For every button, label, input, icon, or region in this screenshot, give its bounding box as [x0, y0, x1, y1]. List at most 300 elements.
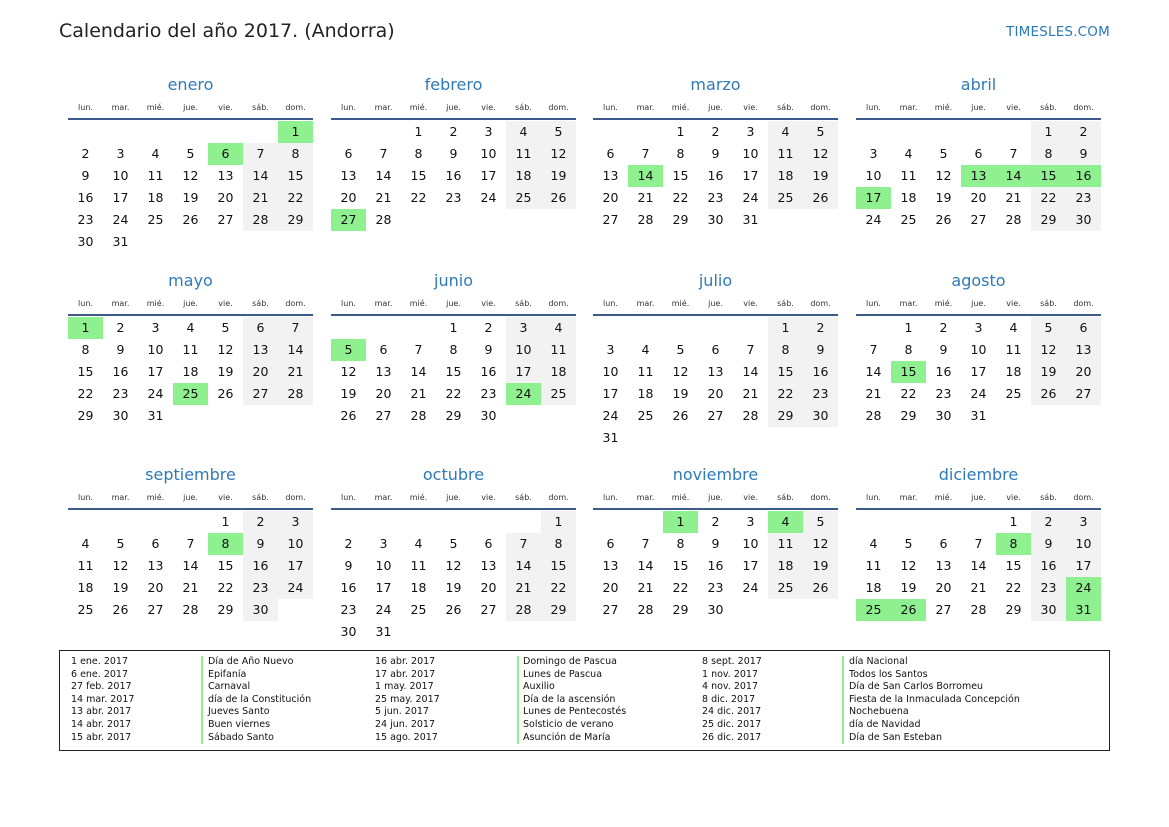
day-cell[interactable]: 30 — [803, 405, 838, 427]
day-cell[interactable]: 10 — [865, 168, 882, 183]
day-cell[interactable]: 5 — [803, 511, 838, 533]
day-cell[interactable]: 5 — [116, 536, 125, 551]
day-cell[interactable]: 20 — [243, 361, 278, 383]
day-cell[interactable]: 21 — [637, 190, 654, 205]
day-cell[interactable]: 15 — [541, 555, 576, 577]
holiday-day-cell[interactable]: 14 — [628, 165, 663, 187]
day-cell[interactable]: 26 — [445, 602, 462, 617]
day-cell[interactable]: 11 — [410, 558, 427, 573]
day-cell[interactable]: 19 — [182, 190, 199, 205]
day-cell[interactable]: 5 — [1031, 317, 1066, 339]
day-cell[interactable]: 23 — [707, 580, 724, 595]
day-cell[interactable]: 13 — [375, 364, 392, 379]
day-cell[interactable]: 7 — [641, 146, 650, 161]
holiday-day-cell[interactable]: 24 — [506, 383, 541, 405]
day-cell[interactable]: 30 — [707, 602, 724, 617]
day-cell[interactable]: 27 — [243, 383, 278, 405]
day-cell[interactable]: 22 — [1005, 580, 1022, 595]
day-cell[interactable]: 25 — [900, 212, 917, 227]
day-cell[interactable]: 3 — [151, 320, 160, 335]
day-cell[interactable]: 24 — [278, 577, 313, 599]
holiday-day-cell[interactable]: 1 — [663, 511, 698, 533]
day-cell[interactable]: 13 — [480, 558, 497, 573]
day-cell[interactable]: 2 — [1031, 511, 1066, 533]
day-cell[interactable]: 4 — [414, 536, 423, 551]
day-cell[interactable]: 10 — [742, 536, 759, 551]
day-cell[interactable]: 12 — [182, 168, 199, 183]
day-cell[interactable]: 26 — [1031, 383, 1066, 405]
day-cell[interactable]: 24 — [742, 190, 759, 205]
day-cell[interactable]: 18 — [410, 580, 427, 595]
day-cell[interactable]: 16 — [707, 558, 724, 573]
day-cell[interactable]: 3 — [1066, 511, 1101, 533]
day-cell[interactable]: 7 — [186, 536, 195, 551]
day-cell[interactable]: 1 — [1031, 121, 1066, 143]
day-cell[interactable]: 22 — [768, 383, 803, 405]
day-cell[interactable]: 24 — [147, 386, 164, 401]
day-cell[interactable]: 21 — [1005, 190, 1022, 205]
day-cell[interactable]: 22 — [1031, 187, 1066, 209]
day-cell[interactable]: 18 — [147, 190, 164, 205]
day-cell[interactable]: 18 — [768, 165, 803, 187]
day-cell[interactable]: 16 — [480, 364, 497, 379]
day-cell[interactable]: 4 — [186, 320, 195, 335]
day-cell[interactable]: 2 — [1066, 121, 1101, 143]
day-cell[interactable]: 1 — [768, 317, 803, 339]
day-cell[interactable]: 30 — [935, 408, 952, 423]
day-cell[interactable]: 26 — [803, 187, 838, 209]
day-cell[interactable]: 4 — [151, 146, 160, 161]
day-cell[interactable]: 9 — [81, 168, 90, 183]
day-cell[interactable]: 3 — [506, 317, 541, 339]
holiday-day-cell[interactable]: 16 — [1066, 165, 1101, 187]
day-cell[interactable]: 11 — [77, 558, 94, 573]
day-cell[interactable]: 22 — [278, 187, 313, 209]
day-cell[interactable]: 15 — [77, 364, 94, 379]
day-cell[interactable]: 29 — [672, 212, 689, 227]
day-cell[interactable]: 21 — [506, 577, 541, 599]
day-cell[interactable]: 28 — [410, 408, 427, 423]
day-cell[interactable]: 23 — [112, 386, 129, 401]
day-cell[interactable]: 18 — [900, 190, 917, 205]
day-cell[interactable]: 12 — [900, 558, 917, 573]
day-cell[interactable]: 18 — [637, 386, 654, 401]
day-cell[interactable]: 21 — [742, 386, 759, 401]
day-cell[interactable]: 11 — [768, 143, 803, 165]
holiday-day-cell[interactable]: 15 — [891, 361, 926, 383]
day-cell[interactable]: 25 — [147, 212, 164, 227]
day-cell[interactable]: 25 — [541, 383, 576, 405]
day-cell[interactable]: 20 — [970, 190, 987, 205]
day-cell[interactable]: 8 — [676, 146, 685, 161]
day-cell[interactable]: 20 — [340, 190, 357, 205]
day-cell[interactable]: 28 — [865, 408, 882, 423]
day-cell[interactable]: 1 — [414, 124, 423, 139]
day-cell[interactable]: 19 — [445, 580, 462, 595]
day-cell[interactable]: 8 — [676, 536, 685, 551]
day-cell[interactable]: 9 — [1031, 533, 1066, 555]
day-cell[interactable]: 2 — [803, 317, 838, 339]
day-cell[interactable]: 8 — [414, 146, 423, 161]
day-cell[interactable]: 13 — [147, 558, 164, 573]
day-cell[interactable]: 18 — [768, 555, 803, 577]
day-cell[interactable]: 15 — [768, 361, 803, 383]
day-cell[interactable]: 3 — [278, 511, 313, 533]
holiday-day-cell[interactable]: 1 — [68, 317, 103, 339]
day-cell[interactable]: 20 — [147, 580, 164, 595]
day-cell[interactable]: 18 — [865, 580, 882, 595]
day-cell[interactable]: 11 — [637, 364, 654, 379]
day-cell[interactable]: 17 — [970, 364, 987, 379]
day-cell[interactable]: 26 — [182, 212, 199, 227]
day-cell[interactable]: 4 — [1009, 320, 1018, 335]
holiday-day-cell[interactable]: 27 — [331, 209, 366, 231]
day-cell[interactable]: 20 — [602, 190, 619, 205]
day-cell[interactable]: 12 — [803, 533, 838, 555]
day-cell[interactable]: 14 — [243, 165, 278, 187]
day-cell[interactable]: 9 — [449, 146, 458, 161]
day-cell[interactable]: 14 — [865, 364, 882, 379]
holiday-day-cell[interactable]: 25 — [173, 383, 208, 405]
day-cell[interactable]: 28 — [970, 602, 987, 617]
day-cell[interactable]: 27 — [375, 408, 392, 423]
day-cell[interactable]: 11 — [865, 558, 882, 573]
holiday-day-cell[interactable]: 13 — [961, 165, 996, 187]
day-cell[interactable]: 7 — [869, 342, 878, 357]
day-cell[interactable]: 31 — [112, 234, 129, 249]
day-cell[interactable]: 17 — [506, 361, 541, 383]
day-cell[interactable]: 1 — [676, 124, 685, 139]
day-cell[interactable]: 29 — [77, 408, 94, 423]
day-cell[interactable]: 10 — [147, 342, 164, 357]
day-cell[interactable]: 28 — [278, 383, 313, 405]
day-cell[interactable]: 17 — [480, 168, 497, 183]
day-cell[interactable]: 7 — [278, 317, 313, 339]
day-cell[interactable]: 27 — [602, 602, 619, 617]
day-cell[interactable]: 20 — [375, 386, 392, 401]
day-cell[interactable]: 26 — [541, 187, 576, 209]
day-cell[interactable]: 6 — [1066, 317, 1101, 339]
day-cell[interactable]: 9 — [803, 339, 838, 361]
holiday-day-cell[interactable]: 4 — [768, 511, 803, 533]
day-cell[interactable]: 24 — [865, 212, 882, 227]
day-cell[interactable]: 23 — [243, 577, 278, 599]
day-cell[interactable]: 10 — [970, 342, 987, 357]
day-cell[interactable]: 7 — [379, 146, 388, 161]
day-cell[interactable]: 12 — [672, 364, 689, 379]
day-cell[interactable]: 15 — [278, 165, 313, 187]
day-cell[interactable]: 4 — [81, 536, 90, 551]
day-cell[interactable]: 23 — [445, 190, 462, 205]
day-cell[interactable]: 19 — [1031, 361, 1066, 383]
day-cell[interactable]: 26 — [340, 408, 357, 423]
day-cell[interactable]: 13 — [602, 168, 619, 183]
day-cell[interactable]: 8 — [541, 533, 576, 555]
day-cell[interactable]: 21 — [637, 580, 654, 595]
day-cell[interactable]: 18 — [541, 361, 576, 383]
day-cell[interactable]: 27 — [480, 602, 497, 617]
day-cell[interactable]: 8 — [904, 342, 913, 357]
day-cell[interactable]: 16 — [707, 168, 724, 183]
day-cell[interactable]: 16 — [77, 190, 94, 205]
day-cell[interactable]: 13 — [1066, 339, 1101, 361]
day-cell[interactable]: 3 — [379, 536, 388, 551]
day-cell[interactable]: 22 — [900, 386, 917, 401]
day-cell[interactable]: 3 — [116, 146, 125, 161]
day-cell[interactable]: 4 — [541, 317, 576, 339]
day-cell[interactable]: 14 — [375, 168, 392, 183]
day-cell[interactable]: 1 — [449, 320, 458, 335]
day-cell[interactable]: 12 — [803, 143, 838, 165]
day-cell[interactable]: 25 — [637, 408, 654, 423]
holiday-day-cell[interactable]: 14 — [996, 165, 1031, 187]
day-cell[interactable]: 14 — [278, 339, 313, 361]
day-cell[interactable]: 9 — [939, 342, 948, 357]
day-cell[interactable]: 6 — [379, 342, 388, 357]
day-cell[interactable]: 19 — [935, 190, 952, 205]
day-cell[interactable]: 3 — [869, 146, 878, 161]
day-cell[interactable]: 24 — [480, 190, 497, 205]
day-cell[interactable]: 27 — [970, 212, 987, 227]
day-cell[interactable]: 30 — [112, 408, 129, 423]
day-cell[interactable]: 30 — [1031, 599, 1066, 621]
day-cell[interactable]: 13 — [935, 558, 952, 573]
holiday-day-cell[interactable]: 5 — [331, 339, 366, 361]
day-cell[interactable]: 19 — [672, 386, 689, 401]
day-cell[interactable]: 5 — [449, 536, 458, 551]
day-cell[interactable]: 11 — [182, 342, 199, 357]
day-cell[interactable]: 19 — [900, 580, 917, 595]
day-cell[interactable]: 25 — [410, 602, 427, 617]
holiday-day-cell[interactable]: 26 — [891, 599, 926, 621]
day-cell[interactable]: 29 — [900, 408, 917, 423]
day-cell[interactable]: 8 — [81, 342, 90, 357]
day-cell[interactable]: 21 — [410, 386, 427, 401]
day-cell[interactable]: 20 — [480, 580, 497, 595]
day-cell[interactable]: 8 — [278, 143, 313, 165]
day-cell[interactable]: 17 — [147, 364, 164, 379]
day-cell[interactable]: 29 — [768, 405, 803, 427]
day-cell[interactable]: 5 — [676, 342, 685, 357]
day-cell[interactable]: 6 — [974, 146, 983, 161]
day-cell[interactable]: 27 — [707, 408, 724, 423]
day-cell[interactable]: 31 — [970, 408, 987, 423]
day-cell[interactable]: 25 — [768, 187, 803, 209]
day-cell[interactable]: 21 — [243, 187, 278, 209]
day-cell[interactable]: 8 — [449, 342, 458, 357]
day-cell[interactable]: 22 — [77, 386, 94, 401]
day-cell[interactable]: 23 — [1066, 187, 1101, 209]
day-cell[interactable]: 15 — [1005, 558, 1022, 573]
day-cell[interactable]: 28 — [637, 212, 654, 227]
day-cell[interactable]: 28 — [243, 209, 278, 231]
day-cell[interactable]: 19 — [803, 555, 838, 577]
day-cell[interactable]: 17 — [1066, 555, 1101, 577]
day-cell[interactable]: 5 — [186, 146, 195, 161]
day-cell[interactable]: 23 — [340, 602, 357, 617]
day-cell[interactable]: 31 — [147, 408, 164, 423]
day-cell[interactable]: 19 — [112, 580, 129, 595]
day-cell[interactable]: 30 — [707, 212, 724, 227]
day-cell[interactable]: 12 — [445, 558, 462, 573]
holiday-day-cell[interactable]: 8 — [996, 533, 1031, 555]
day-cell[interactable]: 27 — [1066, 383, 1101, 405]
holiday-day-cell[interactable]: 8 — [208, 533, 243, 555]
holiday-day-cell[interactable]: 25 — [856, 599, 891, 621]
day-cell[interactable]: 13 — [340, 168, 357, 183]
day-cell[interactable]: 31 — [742, 212, 759, 227]
day-cell[interactable]: 19 — [217, 364, 234, 379]
site-logo-link[interactable]: TIMESLES.COM — [1006, 24, 1110, 40]
day-cell[interactable]: 3 — [606, 342, 615, 357]
day-cell[interactable]: 5 — [939, 146, 948, 161]
day-cell[interactable]: 6 — [711, 342, 720, 357]
day-cell[interactable]: 15 — [672, 558, 689, 573]
day-cell[interactable]: 19 — [340, 386, 357, 401]
day-cell[interactable]: 2 — [243, 511, 278, 533]
day-cell[interactable]: 26 — [112, 602, 129, 617]
day-cell[interactable]: 10 — [278, 533, 313, 555]
day-cell[interactable]: 25 — [77, 602, 94, 617]
day-cell[interactable]: 31 — [602, 430, 619, 445]
day-cell[interactable]: 13 — [243, 339, 278, 361]
day-cell[interactable]: 3 — [746, 514, 755, 529]
day-cell[interactable]: 22 — [217, 580, 234, 595]
day-cell[interactable]: 8 — [1031, 143, 1066, 165]
day-cell[interactable]: 1 — [541, 511, 576, 533]
day-cell[interactable]: 22 — [541, 577, 576, 599]
day-cell[interactable]: 7 — [746, 342, 755, 357]
day-cell[interactable]: 13 — [217, 168, 234, 183]
day-cell[interactable]: 12 — [340, 364, 357, 379]
day-cell[interactable]: 4 — [641, 342, 650, 357]
day-cell[interactable]: 20 — [1066, 361, 1101, 383]
holiday-day-cell[interactable]: 1 — [278, 121, 313, 143]
day-cell[interactable]: 16 — [803, 361, 838, 383]
day-cell[interactable]: 10 — [375, 558, 392, 573]
day-cell[interactable]: 15 — [410, 168, 427, 183]
day-cell[interactable]: 17 — [742, 168, 759, 183]
day-cell[interactable]: 29 — [672, 602, 689, 617]
day-cell[interactable]: 14 — [182, 558, 199, 573]
day-cell[interactable]: 22 — [672, 580, 689, 595]
holiday-day-cell[interactable]: 31 — [1066, 599, 1101, 621]
day-cell[interactable]: 21 — [865, 386, 882, 401]
day-cell[interactable]: 27 — [602, 212, 619, 227]
day-cell[interactable]: 7 — [641, 536, 650, 551]
day-cell[interactable]: 4 — [869, 536, 878, 551]
day-cell[interactable]: 23 — [480, 386, 497, 401]
day-cell[interactable]: 17 — [112, 190, 129, 205]
day-cell[interactable]: 18 — [506, 165, 541, 187]
day-cell[interactable]: 20 — [602, 580, 619, 595]
day-cell[interactable]: 13 — [707, 364, 724, 379]
day-cell[interactable]: 8 — [768, 339, 803, 361]
day-cell[interactable]: 3 — [746, 124, 755, 139]
day-cell[interactable]: 24 — [742, 580, 759, 595]
day-cell[interactable]: 20 — [217, 190, 234, 205]
day-cell[interactable]: 29 — [1005, 602, 1022, 617]
day-cell[interactable]: 21 — [375, 190, 392, 205]
day-cell[interactable]: 23 — [803, 383, 838, 405]
day-cell[interactable]: 2 — [344, 536, 353, 551]
day-cell[interactable]: 30 — [243, 599, 278, 621]
day-cell[interactable]: 2 — [711, 514, 720, 529]
day-cell[interactable]: 26 — [217, 386, 234, 401]
day-cell[interactable]: 21 — [182, 580, 199, 595]
day-cell[interactable]: 7 — [506, 533, 541, 555]
day-cell[interactable]: 17 — [375, 580, 392, 595]
day-cell[interactable]: 2 — [449, 124, 458, 139]
day-cell[interactable]: 31 — [375, 624, 392, 639]
day-cell[interactable]: 16 — [340, 580, 357, 595]
day-cell[interactable]: 7 — [1009, 146, 1018, 161]
day-cell[interactable]: 21 — [970, 580, 987, 595]
day-cell[interactable]: 28 — [506, 599, 541, 621]
day-cell[interactable]: 20 — [935, 580, 952, 595]
day-cell[interactable]: 29 — [541, 599, 576, 621]
day-cell[interactable]: 6 — [606, 146, 615, 161]
day-cell[interactable]: 18 — [77, 580, 94, 595]
day-cell[interactable]: 11 — [147, 168, 164, 183]
day-cell[interactable]: 4 — [768, 121, 803, 143]
day-cell[interactable]: 26 — [935, 212, 952, 227]
day-cell[interactable]: 1 — [904, 320, 913, 335]
day-cell[interactable]: 9 — [484, 342, 493, 357]
day-cell[interactable]: 12 — [1031, 339, 1066, 361]
day-cell[interactable]: 22 — [672, 190, 689, 205]
day-cell[interactable]: 20 — [707, 386, 724, 401]
day-cell[interactable]: 2 — [484, 320, 493, 335]
day-cell[interactable]: 26 — [803, 577, 838, 599]
day-cell[interactable]: 12 — [935, 168, 952, 183]
day-cell[interactable]: 23 — [935, 386, 952, 401]
day-cell[interactable]: 9 — [243, 533, 278, 555]
day-cell[interactable]: 23 — [1031, 577, 1066, 599]
day-cell[interactable]: 2 — [939, 320, 948, 335]
day-cell[interactable]: 22 — [410, 190, 427, 205]
holiday-day-cell[interactable]: 17 — [856, 187, 891, 209]
day-cell[interactable]: 5 — [904, 536, 913, 551]
day-cell[interactable]: 24 — [970, 386, 987, 401]
day-cell[interactable]: 10 — [1066, 533, 1101, 555]
day-cell[interactable]: 19 — [541, 165, 576, 187]
day-cell[interactable]: 10 — [506, 339, 541, 361]
day-cell[interactable]: 16 — [243, 555, 278, 577]
day-cell[interactable]: 15 — [445, 364, 462, 379]
day-cell[interactable]: 6 — [344, 146, 353, 161]
day-cell[interactable]: 28 — [182, 602, 199, 617]
day-cell[interactable]: 2 — [711, 124, 720, 139]
day-cell[interactable]: 22 — [445, 386, 462, 401]
day-cell[interactable]: 11 — [768, 533, 803, 555]
day-cell[interactable]: 9 — [711, 146, 720, 161]
day-cell[interactable]: 23 — [77, 212, 94, 227]
day-cell[interactable]: 15 — [672, 168, 689, 183]
day-cell[interactable]: 30 — [77, 234, 94, 249]
day-cell[interactable]: 11 — [900, 168, 917, 183]
day-cell[interactable]: 29 — [1031, 209, 1066, 231]
day-cell[interactable]: 27 — [935, 602, 952, 617]
day-cell[interactable]: 30 — [1066, 209, 1101, 231]
day-cell[interactable]: 6 — [484, 536, 493, 551]
day-cell[interactable]: 2 — [116, 320, 125, 335]
day-cell[interactable]: 7 — [243, 143, 278, 165]
day-cell[interactable]: 29 — [278, 209, 313, 231]
holiday-day-cell[interactable]: 6 — [208, 143, 243, 165]
day-cell[interactable]: 4 — [506, 121, 541, 143]
day-cell[interactable]: 14 — [970, 558, 987, 573]
